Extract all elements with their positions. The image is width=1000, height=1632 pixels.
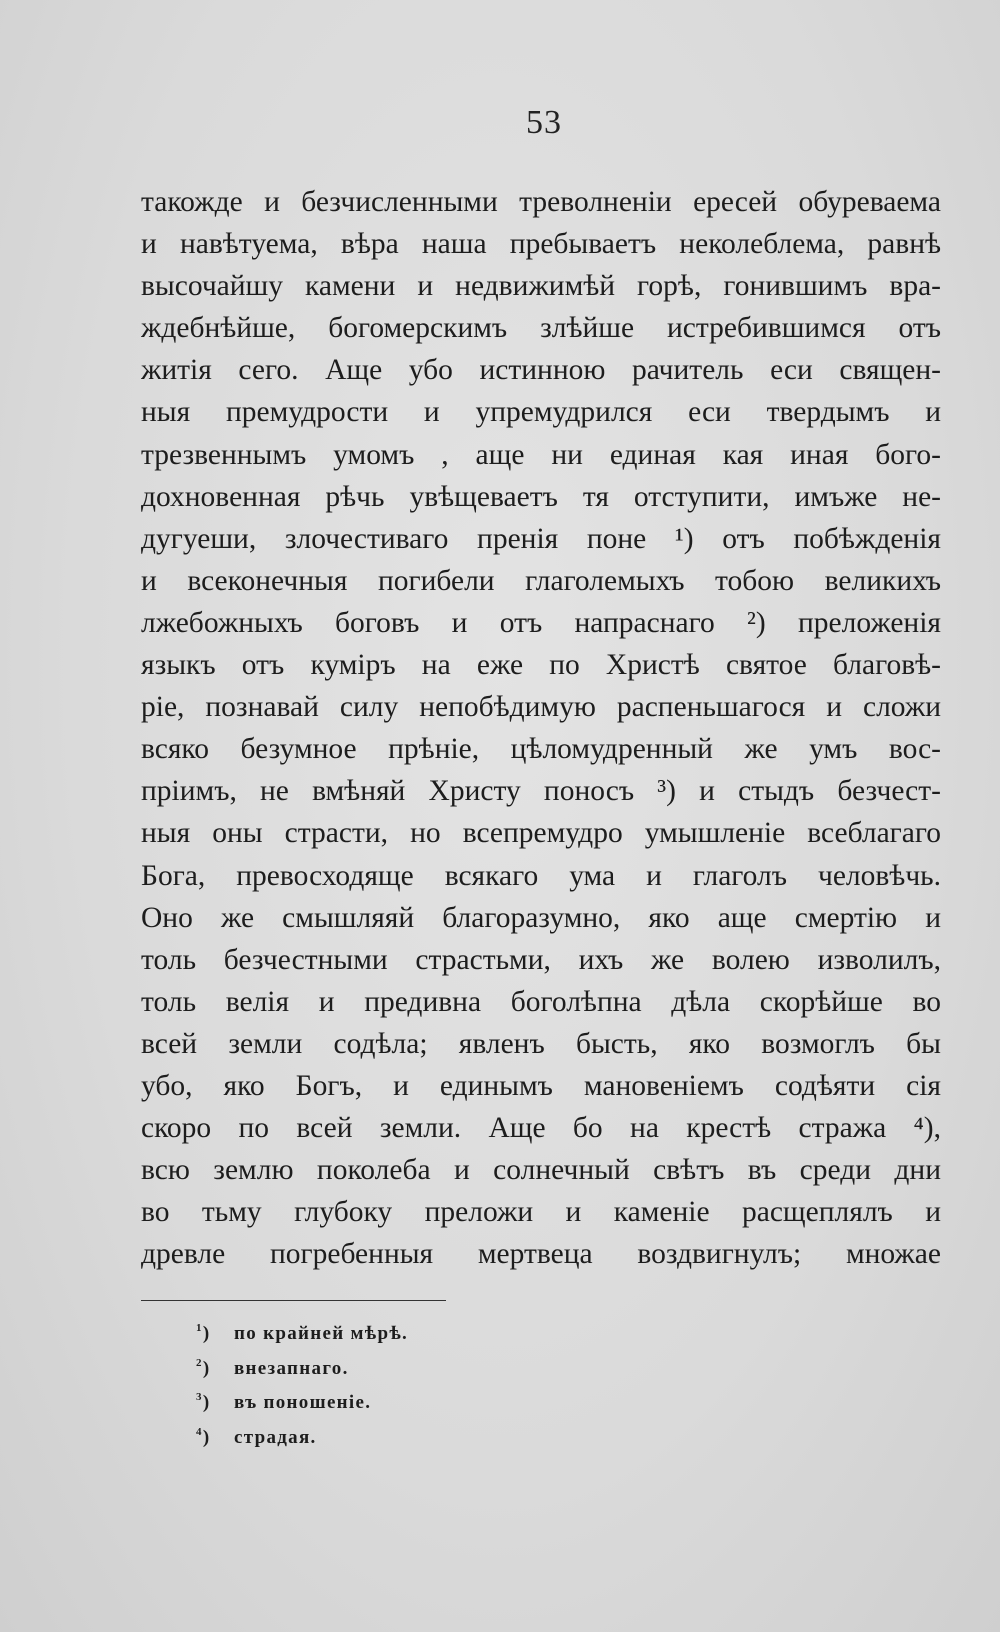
text-line: высочайшу камени и недвижимѣй горѣ, гонившимъ вра- — [141, 270, 941, 303]
footnote-divider — [141, 1300, 446, 1301]
text-line: древле погребенныя мертвеца воздвигнулъ; множае — [141, 1238, 941, 1271]
text-line: Оно же смышляяй благоразумно, яко аще смертію и — [141, 901, 941, 934]
footnotes — [196, 1311, 696, 1449]
page-number: 53 — [526, 104, 562, 141]
text-line: Бога, превосходяще всякаго ума и глаголъ человѣчь. — [141, 859, 941, 892]
footnote-marker: $^4$) — [196, 1425, 211, 1448]
text-line: ныя премудрости и упремудрился еси твердымъ и — [141, 396, 941, 429]
text-line: толь безчестными страстьми, ихъ же волею изволилъ, — [141, 943, 941, 976]
footnote-marker: $^2$) — [196, 1356, 211, 1379]
footnote — [196, 1346, 696, 1381]
footnote-marker: $^3$) — [196, 1391, 211, 1414]
text-line: всей земли содѣла; явленъ бысть, яко возмоглъ бы — [141, 1027, 941, 1060]
text-line: убо, яко Богъ, и единымъ мановеніемъ содѣяти сія — [141, 1069, 941, 1102]
text-line: ждебнѣйше, богомерскимъ злѣйше истребившимся отъ — [141, 312, 941, 345]
body-text — [141, 181, 941, 1275]
text-line: толь велія и предивна боголѣпна дѣла скорѣйше во — [141, 985, 941, 1018]
text-line: ріе, познавай силу непобѣдимую распеньшагося и сложи — [141, 691, 941, 724]
footnote — [196, 1311, 696, 1346]
footnote-text: внезапнаго. — [234, 1357, 349, 1379]
text-line: и всеконечныя погибели глаголемыхъ тобою великихъ — [141, 564, 941, 597]
text-line: трезвеннымъ умомъ , аще ни единая кая иная бого- — [141, 438, 941, 471]
footnote-marker: $^1$) — [196, 1322, 211, 1344]
footnote-text: по крайней мѣрѣ. — [234, 1323, 409, 1344]
text-line: всяко безумное прѣніе, цѣломудренный же умъ вос- — [141, 733, 941, 766]
text-line: такожде и безчисленными треволненіи ересей обуреваема — [141, 186, 941, 218]
text-line: дохновенная рѣчь увѣщеваетъ тя отступити, имъже не- — [141, 480, 941, 513]
text-line: дугуеши, злочестиваго пренія поне ¹) отъ побѣжденія — [141, 522, 941, 555]
footnote-text: въ поношеніе. — [234, 1392, 372, 1414]
text-line: житія сего. Аще убо истинною рачитель еси священ- — [141, 354, 941, 387]
text-line: пріимъ, не вмѣняй Христу поносъ ³) и стыдъ безчест- — [141, 775, 941, 808]
footnote-text: страдая. — [234, 1426, 317, 1448]
footnote — [196, 1380, 696, 1415]
text-line: и навѣтуема, вѣра наша пребываетъ неколеблема, равнѣ — [141, 228, 941, 261]
text-line: во тьму глубоку преложи и каменіе расщеплялъ и — [141, 1196, 941, 1229]
text-line: лжебожныхъ боговъ и отъ напраснаго ²) преложенія — [141, 606, 941, 639]
text-line: ныя оны страсти, но всепремудро умышленіе всеблагаго — [141, 817, 941, 850]
text-line: всю землю поколеба и солнечный свѣтъ въ среди дни — [141, 1154, 941, 1187]
text-line: скоро по всей земли. Аще бо на крестѣ стража ⁴), — [141, 1112, 941, 1145]
text-line: языкъ отъ куміръ на еже по Христѣ святое благовѣ- — [141, 649, 941, 682]
footnote — [196, 1415, 696, 1450]
